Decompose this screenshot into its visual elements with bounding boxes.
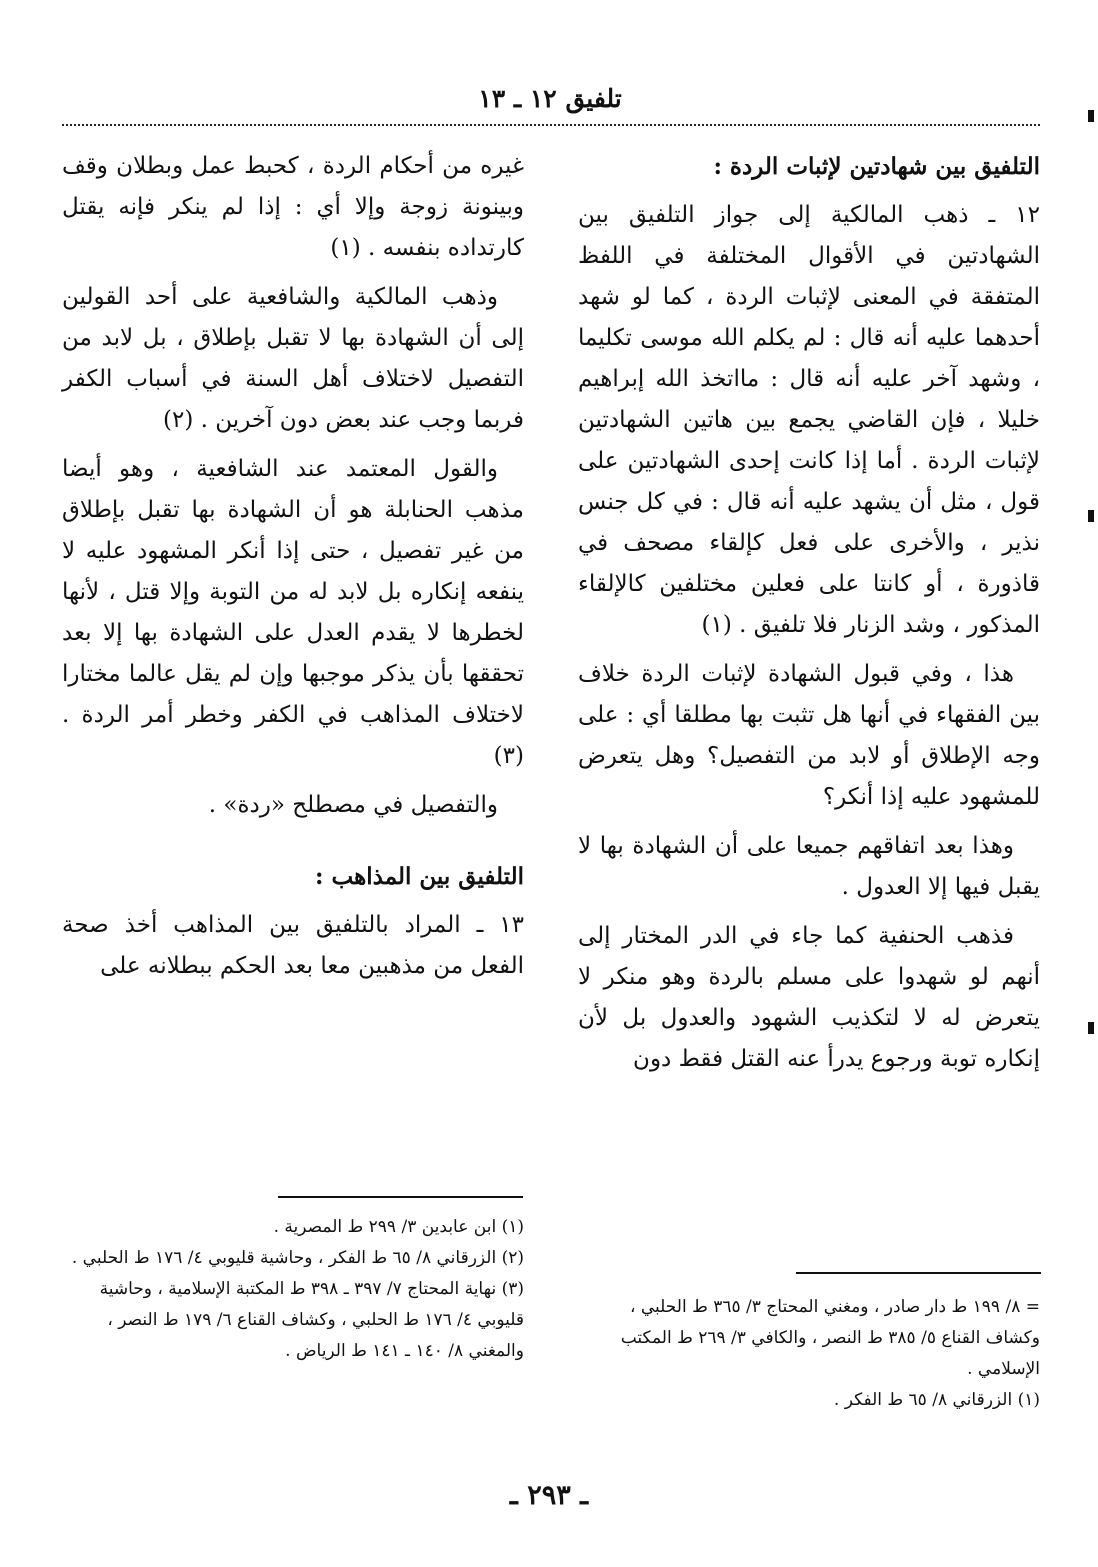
left-column bbox=[62, 146, 524, 995]
paragraph: والتفصيل في مصطلح «ردة» . bbox=[208, 792, 498, 818]
footnote: = ٨/ ١٩٩ ط دار صادر ، ومغني المحتاج ٣/ ٣٦٥ ط الحلبي ، وكشاف القناع ٥/ ٣٨٥ ط النصر ، والكافي ٣/ ٢٦٩ ط المكتب الإسلامي . bbox=[620, 1297, 1040, 1379]
footnotes-left bbox=[62, 1212, 524, 1367]
section-heading: التلفيق بين المذاهب : bbox=[315, 863, 524, 890]
footnote: (٢) الزرقاني ٨/ ٦٥ ط الفكر ، وحاشية قليوبي ٤/ ١٧٦ ط الحلبي . bbox=[71, 1248, 524, 1268]
footnote-rule bbox=[796, 1272, 1041, 1274]
paragraph: هذا ، وفي قبول الشهادة لإثبات الردة خلاف بين الفقهاء في أنها هل تثبت بها مطلقا أي : على وجه الإطلاق أو لابد من التفصيل؟ وهل يتعرض للمشهود عليه إذا أنكر؟ bbox=[578, 661, 1040, 810]
paragraph: وهذا بعد اتفاقهم جميعا على أن الشهادة بها لا يقبل فيها إلا العدول . bbox=[578, 833, 1040, 900]
paragraph: ١٣ ـ المراد بالتلفيق بين المذاهب أخذ صحة الفعل من مذهبين معا بعد الحكم ببطلانه على bbox=[62, 912, 524, 979]
right-column bbox=[578, 146, 1040, 1088]
header-dotted-rule bbox=[62, 124, 1040, 126]
margin-mark bbox=[1088, 1022, 1094, 1034]
margin-mark bbox=[1088, 510, 1094, 522]
paragraph: وذهب المالكية والشافعية على أحد القولين إلى أن الشهادة بها لا تقبل بإطلاق ، بل لابد من التفصيل لاختلاف أهل السنة في أسباب الكفر فربما وجب عند بعض دون آخرين . (٢) bbox=[62, 284, 524, 433]
paragraph: فذهب الحنفية كما جاء في الدر المختار إلى أنهم لو شهدوا على مسلم بالردة وهو منكر لا يتعرض له لا لتكذيب الشهود والعدول بل لأن إنكاره توبة ورجوع يدرأ عنه القتل فقط دون bbox=[578, 923, 1040, 1072]
footnote: (٣) نهاية المحتاج ٧/ ٣٩٧ ـ ٣٩٨ ط المكتبة الإسلامية ، وحاشية قليوبي ٤/ ١٧٦ ط الحلبي ، وكشاف القناع ٦/ ١٧٩ ط النصر ، والمغني ٨/ ١٤٠ ـ ١٤١ ط الرياض . bbox=[99, 1279, 524, 1361]
footnotes-right bbox=[578, 1292, 1040, 1416]
running-title: تلفيق ١٢ ـ ١٣ bbox=[478, 84, 622, 113]
margin-mark bbox=[1088, 110, 1094, 122]
paragraph: غيره من أحكام الردة ، كحبط عمل وبطلان وقف وبينونة زوجة وإلا أي : إذا لم ينكر فإنه يقتل كارتداده بنفسه . (١) bbox=[62, 153, 524, 261]
footnote: (١) الزرقاني ٨/ ٦٥ ط الفكر . bbox=[833, 1390, 1040, 1410]
section-heading: التلفيق بين شهادتين لإثبات الردة : bbox=[713, 153, 1040, 180]
footnote: (١) ابن عابدين ٣/ ٢٩٩ ط المصرية . bbox=[273, 1217, 524, 1237]
paragraph: والقول المعتمد عند الشافعية ، وهو أيضا مذهب الحنابلة هو أن الشهادة بها تقبل بإطلاق من غير تفصيل ، حتى إذا أنكر المشهود عليه لا ينفعه إنكاره بل لابد له من التوبة وإلا قتل ، لأنها لخطرها لا يقدم العدل على الشهادة بها إلا بعد تحققها بأن يذكر موجبها وإن لم يقل عالما مختارا لاختلاف المذاهب في الكفر وخطر أمر الردة . (٣) bbox=[62, 456, 524, 769]
page-number: ـ ٢٩٣ ـ bbox=[509, 1480, 589, 1511]
paragraph: ١٢ ـ ذهب المالكية إلى جواز التلفيق بين الشهادتين في الأقوال المختلفة في اللفظ المتفقة في المعنى لإثبات الردة ، كما لو شهد أحدهما عليه أنه قال : لم يكلم الله موسى تكليما ، وشهد آخر عليه أنه قال : مااتخذ الله إبراهيم خليلا ، فإن القاضي يجمع بين هاتين الشهادتين لإثبات الردة . أما إذا كانت إحدى الشهادتين على قول ، مثل أن يشهد عليه أنه قال : في كل جنس نذير ، والأخرى على فعل كإلقاء مصحف في قاذورة ، أو كانتا على فعلين مختلفين كالإلقاء المذكور ، وشد الزنار فلا تلفيق . (١) bbox=[578, 202, 1040, 638]
footnote-rule bbox=[278, 1196, 523, 1198]
